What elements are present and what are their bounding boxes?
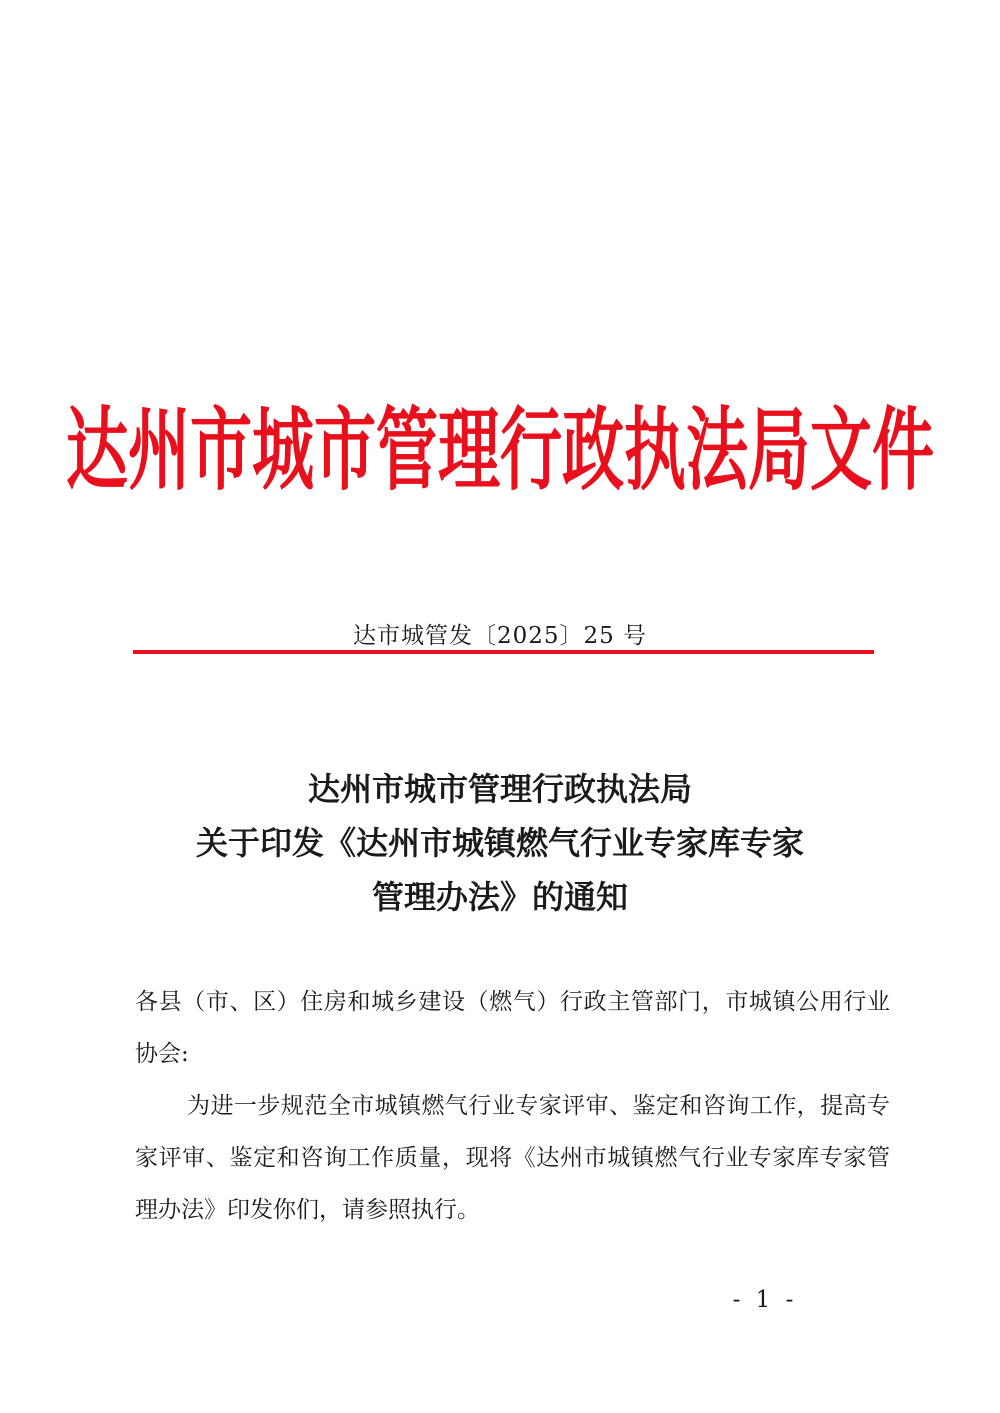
title-line-2: 关于印发《达州市城镇燃气行业专家库专家 <box>195 824 804 862</box>
red-divider-line <box>133 650 874 654</box>
masthead-text: 达州市城市管理行政执法局文件 <box>66 396 935 503</box>
title-line-1: 达州市城市管理行政执法局 <box>307 770 692 808</box>
document-body <box>135 976 890 1236</box>
addressee: 各县（市、区）住房和城乡建设（燃气）行政主管部门，市城镇公用行业协会: <box>135 989 890 1067</box>
document-title <box>0 762 1000 924</box>
document-number: 达市城管发〔2025〕25 号 <box>352 623 648 649</box>
document-masthead <box>66 372 935 512</box>
page-number: - 1 - <box>732 1287 798 1313</box>
body-paragraph: 为进一步规范全市城镇燃气行业专家评审、鉴定和咨询工作，提高专家评审、鉴定和咨询工作质量，现将《达州市城镇燃气行业专家库专家管理办法》印发你们，请参照执行。 <box>135 1093 890 1223</box>
title-line-3: 管理办法》的通知 <box>371 878 628 916</box>
